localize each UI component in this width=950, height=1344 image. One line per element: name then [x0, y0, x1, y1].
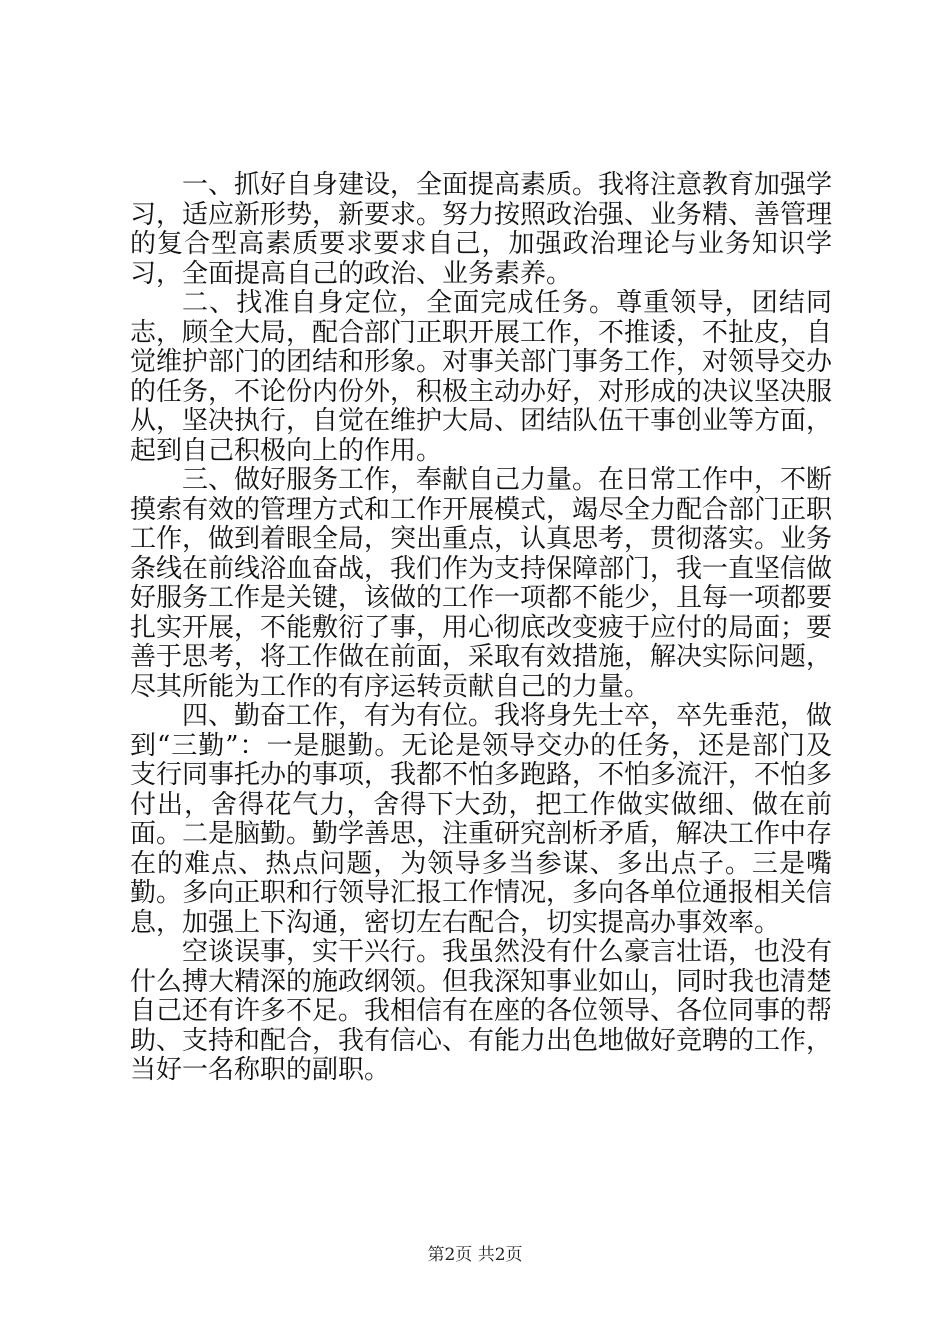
paragraph-2: 二、找准自身定位，全面完成任务。尊重领导，团结同志，顾全大局，配合部门正职开展工作，不推诿，不扯皮，自觉维护部门的团结和形象。对事关部门事务工作，对领导交办的任务，不论份内份外，积极主动办好，对形成的决议坚决服从，坚决执行，自觉在维护大局、团结队伍干事创业等方面，起到自己积极向上的作用。: [130, 288, 833, 466]
document-body: [130, 171, 832, 1086]
paragraph-3: 三、做好服务工作，奉献自己力量。在日常工作中，不断摸索有效的管理方式和工作开展模式，竭尽全力配合部门正职工作，做到着眼全局，突出重点，认真思考，贯彻落实。业务条线在前线浴血奋战，我们作为支持保障部门，我一直坚信做好服务工作是关键，该做的工作一项都不能少，且每一项都要扎实开展，不能敷衍了事，用心彻底改变疲于应付的局面；要善于思考，将工作做在前面，采取有效措施，解决实际问题，尽其所能为工作的有序运转贡献自己的力量。: [130, 465, 833, 702]
page-footer: [0, 1244, 950, 1266]
paragraph-1: 一、抓好自身建设，全面提高素质。我将注意教育加强学习，适应新形势，新要求。努力按照政治强、业务精、善管理的复合型高素质要求要求自己，加强政治理论与业务知识学习，全面提高自己的政治、业务素养。: [130, 170, 833, 289]
paragraph-4: 四、勤奋工作，有为有位。我将身先士卒，卒先垂范，做到“三勤”：一是腿勤。无论是领导交办的任务，还是部门及支行同事托办的事项，我都不怕多跑路，不怕多流汗，不怕多付出，舍得花气力，舍得下大劲，把工作做实做细、做在前面。二是脑勤。勤学善思，注重研究剖析矛盾，解决工作中存在的难点、热点问题，为领导多当参谋、多出点子。三是嘴勤。多向正职和行领导汇报工作情况，多向各单位通报相关信息，加强上下沟通，密切左右配合，切实提高办事效率。: [130, 701, 833, 938]
paragraph-5: 空谈误事，实干兴行。我虽然没有什么豪言壮语，也没有什么搏大精深的施政纲领。但我深知事业如山，同时我也清楚自己还有许多不足。我相信有在座的各位领导、各位同事的帮助、支持和配合，我有信心、有能力出色地做好竞聘的工作，当好一名称职的副职。: [130, 937, 833, 1085]
page-number-label: 第2页 共2页: [427, 1245, 523, 1265]
